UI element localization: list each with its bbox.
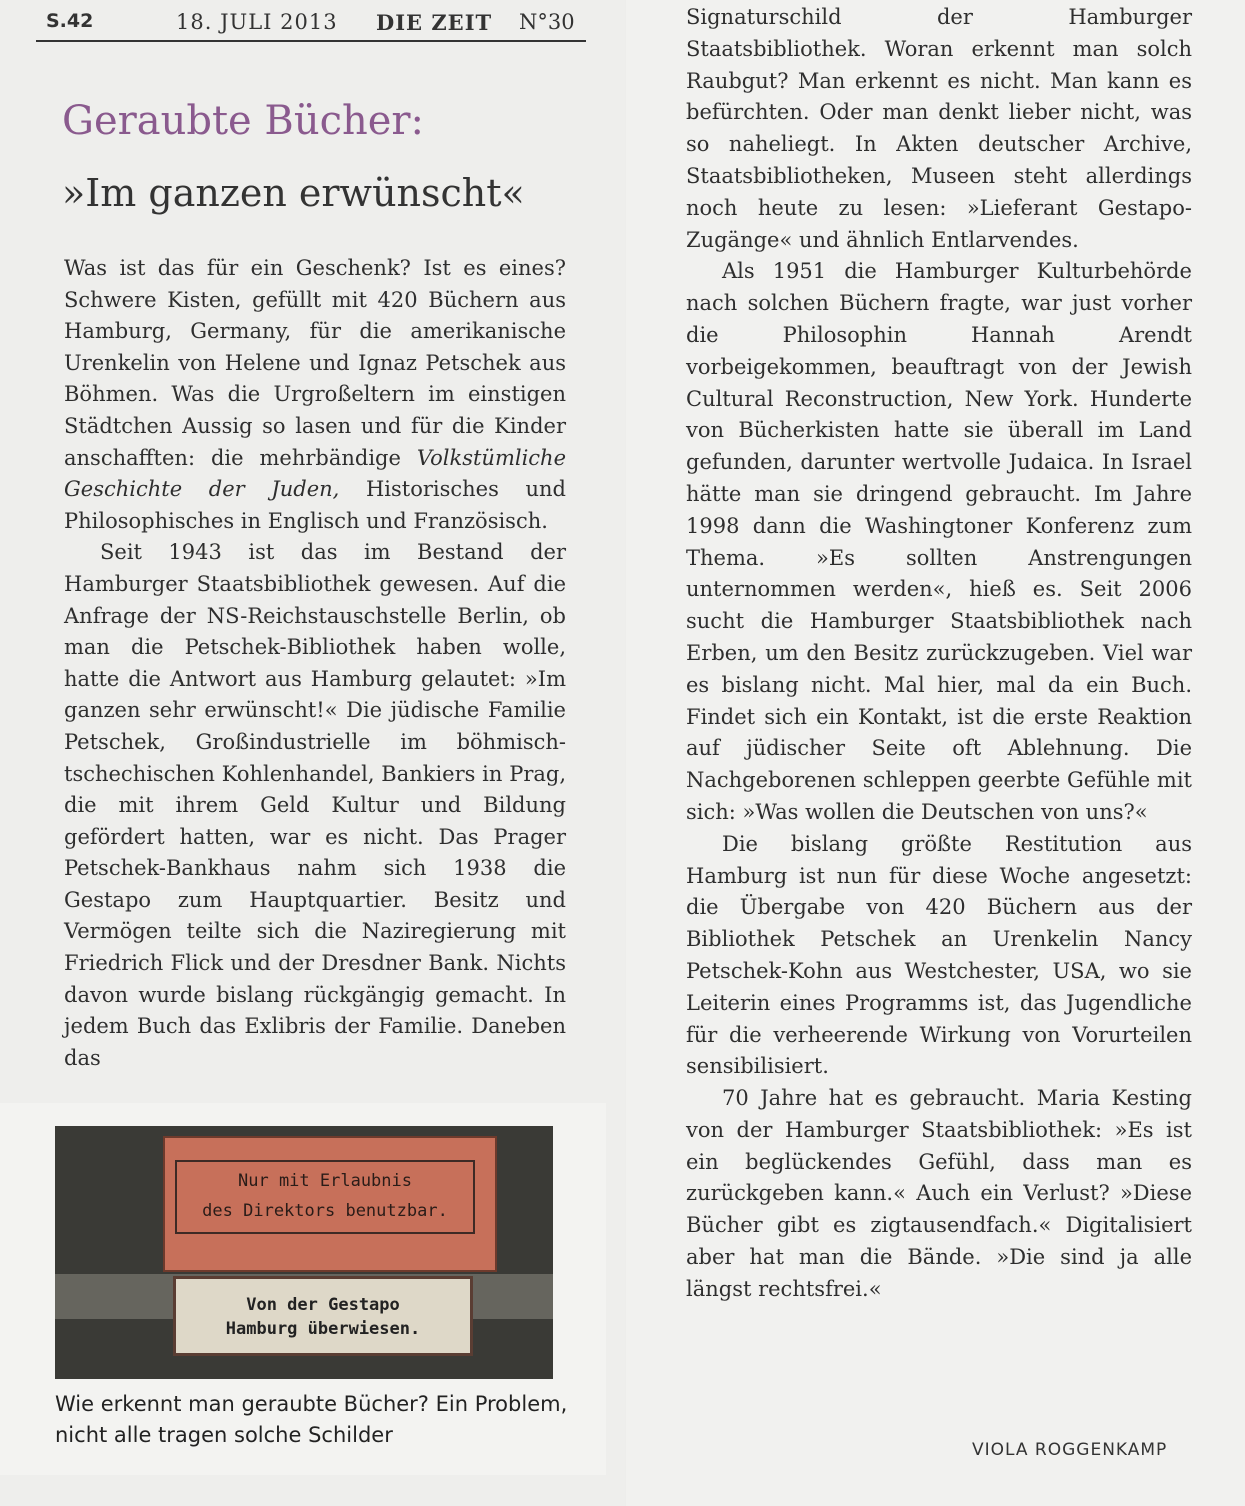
gestapo-label-line-1: Von der Gestapo xyxy=(246,1295,400,1315)
author-byline: VIOLA ROGGENKAMP xyxy=(972,1440,1168,1460)
masthead xyxy=(36,6,586,42)
issue-date: 18. JULI 2013 xyxy=(176,10,338,34)
paragraph-5: Die bislang größte Restitution aus Hamburg ist nun für diese Woche angesetzt: die Übergabe von 420 Büchern aus der Bibliothek Petschek an Urenkelin Nancy Petschek-Kohn aus Westchester, USA, wo sie Leiterin eines Programms ist, das Jugendliche für die verheerende Wirkung von Vorurteilen sensibilisiert. xyxy=(686,831,1192,1079)
book-title: Volkstümliche Geschichte der Juden, xyxy=(64,445,566,502)
paragraph-2: Seit 1943 ist das im Bestand der Hamburger Staatsbibliothek gewesen. Auf die Anfrage der NS-Reichstauschstelle Berlin, ob man die Petschek-Bibliothek haben wolle, hatte die Antwort aus Hamburg gelautet: »Im ganzen sehr erwünscht!« Die jüdische Familie Petschek, Großindustrielle im böhmisch-tschechischen Kohlenhandel, Bankiers in Prag, die mit ihrem Geld Kultur und Bildung gefördert hatten, war es nicht. Das Prager Petschek-Bankhaus nahm sich 1938 die Gestapo zum Hauptquartier. Besitz und Vermögen teilte sich die Naziregierung mit Friedrich Flick und der Dresdner Bank. Nichts davon wurde bislang rückgängig gemacht. In jedem Buch das Exlibris der Familie. Daneben das xyxy=(64,540,566,1070)
gestapo-label-line-2: Hamburg überwiesen. xyxy=(225,1319,421,1339)
issue-number: N°30 xyxy=(519,10,575,34)
gestapo-label xyxy=(173,1276,473,1356)
article-body-left xyxy=(64,253,566,1074)
paragraph-3: Signaturschild der Hamburger Staatsbibliothek. Woran erkennt man solch Raubgut? Man erkennt es nicht. Man kann es befürchten. Oder man denkt lieber nicht, was so naheliegt. In Akten deutscher Archive, Staatsbibliotheken, Museen steht allerdings noch heute zu lesen: »Lieferant Gestapo-Zugänge« und ähnlich Entlarvendes. xyxy=(686,5,1192,252)
photo-caption: Wie erkennt man geraubte Bücher? Ein Problem, nicht alle tragen solche Schilder xyxy=(55,1392,568,1447)
paragraph-1-text-a: Was ist das für ein Geschenk? Ist es eines? Schwere Kisten, gefüllt mit 420 Büchern aus Hamburg, Germany, für die amerikanische Urenkelin von Helene und Ignaz Petschek aus Böhmen. Was die Urgroßeltern im einstigen Städtchen Aussig so lasen und für die Kinder anschafften: die mehrbändige xyxy=(64,256,566,470)
library-stamp-label xyxy=(163,1136,497,1272)
stamp-line-2: des Direktors benutzbar. xyxy=(202,1201,448,1221)
paragraph-1 xyxy=(64,253,566,537)
paragraph-6: 70 Jahre hat es gebraucht. Maria Kesting von der Hamburger Staatsbibliothek: »Es ist ein beglückendes Gefühl, dass man es zurückgeben kann.« Auch ein Verlust? »Diese Bücher gibt es zigtausendfach.« Digitalisiert aber hat man die Bände. »Die sind ja alle längst rechtsfrei.« xyxy=(686,1086,1192,1301)
book-label-photo xyxy=(55,1126,553,1379)
library-stamp-text xyxy=(175,1160,475,1234)
article-subtitle: »Im ganzen erwünscht« xyxy=(62,171,525,215)
paragraph-4: Als 1951 die Hamburger Kulturbehörde nach solchen Büchern fragte, war just vorher die Philosophin Hannah Arendt vorbeigekommen, beauftragt von der Jewish Cultural Reconstruction, New York. Hunderte von Bücherkisten hatte sie überall im Land gefunden, darunter wertvolle Judaica. In Israel hätte man sie dringend gebraucht. Im Jahre 1998 dann die Washingtoner Konferenz zum Thema. »Es sollten Anstrengungen unternommen werden«, hieß es. Seit 2006 sucht die Hamburger Staatsbibliothek nach Erben, um den Besitz zurückzugeben. Viel war es bislang nicht. Mal hier, mal da ein Buch. Findet sich ein Kontakt, ist die erste Reaktion auf jüdischer Seite oft Ablehnung. Die Nachgeborenen schleppen geerbte Gefühle mit sich: »Was wollen die Deutschen von uns?« xyxy=(686,259,1192,824)
paragraph-1-text-b: Historisches und Philosophisches in Englisch und Französisch. xyxy=(64,477,566,533)
newspaper-name: DIE ZEIT xyxy=(376,10,493,35)
article-body-right xyxy=(686,2,1192,1306)
article-title: Geraubte Bücher: xyxy=(62,98,425,144)
stamp-line-1: Nur mit Erlaubnis xyxy=(238,1171,412,1191)
page-number: S.42 xyxy=(46,10,94,32)
